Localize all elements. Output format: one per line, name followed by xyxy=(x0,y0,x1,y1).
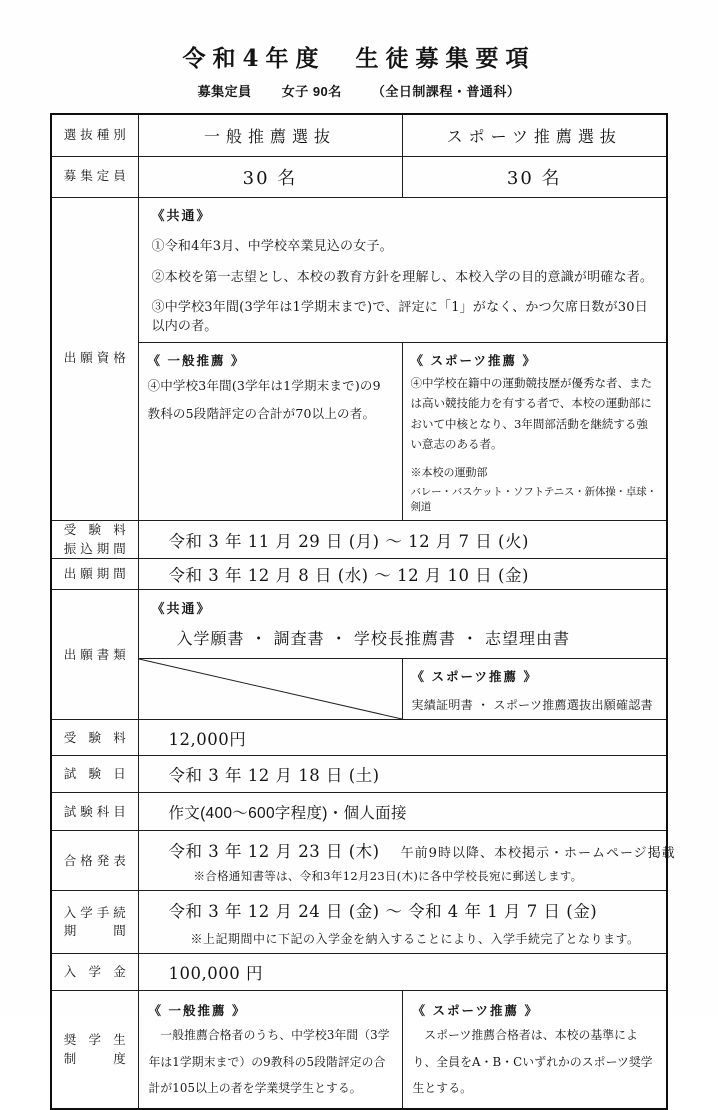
exam-date-label: 試験日 xyxy=(51,756,138,793)
results-info: 午前9時以降、本校掲示・ホームページ掲載 xyxy=(400,846,676,862)
row-procedure-period xyxy=(51,891,667,954)
procedure-period-value: 令和 3 年 12 月 24 日 (金) ～ 令和 4 年 1 月 7 日 (金) xyxy=(168,902,598,922)
diagonal-strike-line xyxy=(139,659,402,719)
selection-type-label: 選抜種別 xyxy=(51,114,138,156)
results-label: 合格発表 xyxy=(51,831,138,891)
fee-transfer-label: 受験料 振込期間 xyxy=(51,520,138,559)
scholarship-general-heading: 《 一般推薦 》 xyxy=(148,1004,247,1019)
procedure-period-label: 入学手続 期間 xyxy=(51,891,138,954)
eligibility-common-heading: 《共通》 xyxy=(151,207,212,223)
row-admission-fee xyxy=(51,954,667,991)
eligibility-general-text: ④中学校3年間(3学年は1学期末まで)の9教科の5段階評定の合計が70以上の者。 xyxy=(147,378,381,421)
exam-date-value: 令和 3 年 12 月 18 日 (土) xyxy=(138,756,667,793)
exam-subjects-label: 試験科目 xyxy=(51,793,138,831)
results-date: 令和 3 年 12 月 23 日 (木) xyxy=(168,842,380,862)
capacity-general: 30 名 xyxy=(138,156,402,197)
admission-fee-label: 入学金 xyxy=(51,954,138,991)
row-results xyxy=(51,831,667,891)
scholarship-sports-heading: 《 スポーツ推薦 》 xyxy=(412,1004,539,1019)
subtitle-capacity-label: 募集定員 xyxy=(197,84,252,99)
scholarship-sports-cell xyxy=(402,991,667,1109)
eligibility-sports-clubs: バレー・バスケット・ソフトテニス・新体操・卓球・剣道 xyxy=(410,485,657,513)
row-application-period xyxy=(51,559,667,590)
exam-fee-label: 受験料 xyxy=(51,720,138,756)
documents-general-empty-cell xyxy=(138,659,402,720)
scholarship-general-cell xyxy=(138,991,402,1109)
eligibility-item-3: ③中学校3年間(3学年は1学期末まで)で、評定に「1」がなく、かつ欠席日数が30日以内の者。 xyxy=(151,300,648,334)
application-period-label: 出願期間 xyxy=(51,559,138,590)
eligibility-sports-heading: 《 スポーツ推薦 》 xyxy=(410,354,537,368)
eligibility-sports-cell xyxy=(402,343,667,521)
capacity-label: 募集定員 xyxy=(51,156,138,197)
results-cell xyxy=(138,831,676,891)
eligibility-general-heading: 《 一般推薦 》 xyxy=(147,354,246,368)
application-period-value: 令和 3 年 12 月 8 日 (水) ～ 12 月 10 日 (金) xyxy=(138,559,667,590)
row-documents-common xyxy=(51,590,667,659)
exam-subjects-value: 作文(400～600字程度)・個人面接 xyxy=(138,793,667,831)
recruitment-table xyxy=(50,113,676,1110)
row-fee-transfer-period xyxy=(51,520,667,559)
exam-fee-value: 12,000円 xyxy=(138,720,667,756)
results-note: ※合格通知書等は、令和3年12月23日(木)に各中学校長宛に郵送します。 xyxy=(193,869,583,884)
documents-common-heading: 《共通》 xyxy=(151,601,212,617)
documents-sports-value: 実績証明書 ・ スポーツ推薦選抜出願確認書 xyxy=(411,698,653,713)
eligibility-sports-note: ※本校の運動部 xyxy=(410,465,488,479)
scholarship-sports-text: スポーツ推薦合格者は、本校の基準により、全員をA・B・Cいずれかのスポーツ奨学生とする。 xyxy=(412,1028,653,1096)
eligibility-common-cell xyxy=(138,197,667,343)
subtitle-course-note: （全日制課程・普通科） xyxy=(371,84,521,99)
row-capacity xyxy=(51,156,667,197)
selection-type-general: 一般推薦選抜 xyxy=(138,114,402,156)
capacity-sports: 30 名 xyxy=(402,156,667,197)
documents-common-cell xyxy=(138,590,667,659)
row-exam-date xyxy=(51,756,667,793)
row-scholarship xyxy=(51,991,667,1109)
eligibility-item-2: ②本校を第一志望とし、本校の教育方針を理解し、本校入学の目的意識が明確な者。 xyxy=(151,269,654,285)
row-documents-split xyxy=(51,659,667,720)
eligibility-general-cell xyxy=(138,343,402,521)
admission-fee-value: 100,000 円 xyxy=(138,954,667,991)
row-exam-subjects xyxy=(51,793,667,831)
scholarship-label: 奨学生 制度 xyxy=(51,991,138,1109)
scholarship-general-text: 一般推薦合格者のうち、中学校3年間（3学年は1学期末まで）の9教科の5段階評定の合計が105以上の者を学業奨学生とする。 xyxy=(148,1028,390,1096)
procedure-period-note: ※上記期間中に下記の入学金を納入することにより、入学手続完了となります。 xyxy=(190,932,640,947)
page-title: 令和4年度 生徒募集要項 xyxy=(182,45,536,72)
documents-common-value: 入学願書 ・ 調査書 ・ 学校長推薦書 ・ 志望理由書 xyxy=(176,629,571,649)
eligibility-label: 出願資格 xyxy=(51,197,138,520)
procedure-period-cell xyxy=(138,891,667,954)
eligibility-item-1: ①令和4年3月、中学校卒業見込の女子。 xyxy=(151,239,393,254)
results-main-line xyxy=(139,838,676,862)
row-exam-fee xyxy=(51,720,667,756)
row-eligibility-split xyxy=(51,343,667,521)
page-subtitle xyxy=(0,81,718,100)
documents-sports-heading: 《 スポーツ推薦 》 xyxy=(411,670,538,685)
row-selection-type xyxy=(51,114,667,156)
documents-label: 出願書類 xyxy=(51,590,138,720)
selection-type-sports: スポーツ推薦選抜 xyxy=(402,114,667,156)
fee-transfer-value: 令和 3 年 11 月 29 日 (月) ～ 12 月 7 日 (火) xyxy=(138,520,667,559)
subtitle-capacity-value: 女子 90名 xyxy=(281,84,342,99)
row-eligibility-common xyxy=(51,197,667,343)
eligibility-sports-text: ④中学校在籍中の運動競技歴が優秀な者、または高い競技能力を有する者で、本校の運動部において中核となり、3年間部活動を継続する強い意志のある者。 xyxy=(410,376,652,452)
documents-sports-cell xyxy=(402,659,667,720)
